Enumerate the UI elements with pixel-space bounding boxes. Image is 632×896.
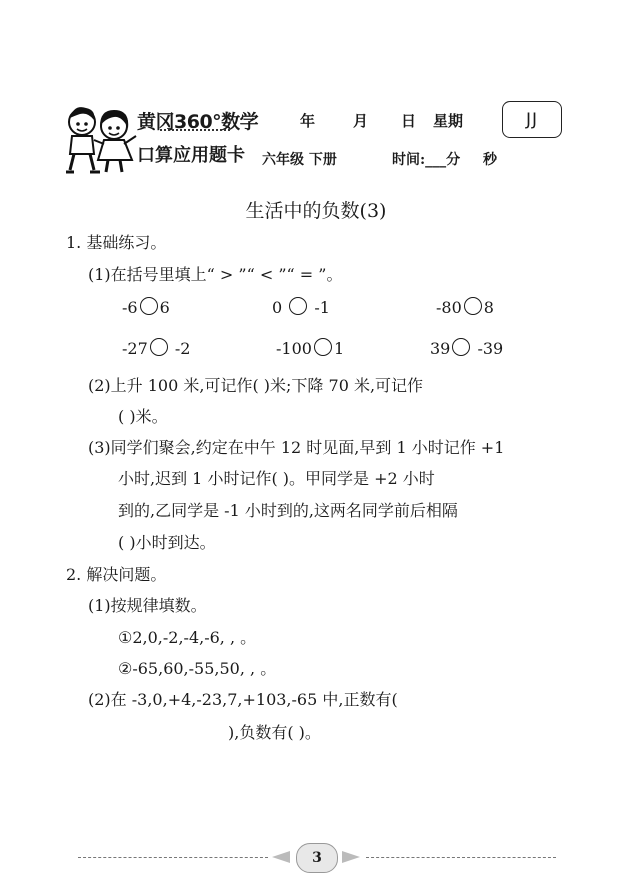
page-tab-left-arrow-icon — [272, 851, 290, 863]
compare-right: -39 — [477, 339, 504, 358]
page-number: 3 — [296, 843, 338, 873]
s2-q1-prompt: (1)按规律填数。 — [88, 596, 207, 615]
answer-circle[interactable] — [150, 338, 168, 356]
compare-item — [276, 338, 344, 358]
compare-left: -100 — [276, 339, 312, 358]
compare-left: 39 — [430, 339, 451, 358]
year-label: 年 — [300, 112, 316, 130]
brand-dotted-underline — [160, 129, 230, 131]
compare-right: -1 — [314, 298, 330, 317]
q3-line3: 到的,乙同学是 -1 小时到的,这两名同学前后相隔 — [118, 501, 458, 520]
compare-right: 8 — [483, 298, 494, 317]
compare-item — [122, 297, 170, 317]
answer-circle[interactable] — [464, 297, 482, 315]
time-label: 时间:___分 — [392, 152, 461, 168]
footer-divider-left — [78, 857, 268, 858]
q1-prompt: (1)在括号里填上“ > ”“ < ”“ = ”。 — [88, 265, 343, 284]
day-label: 日 — [401, 112, 417, 130]
kids-mascot-illustration — [62, 100, 140, 180]
compare-item — [436, 297, 494, 317]
month-label: 月 — [353, 112, 369, 130]
page-tab-right-arrow-icon — [342, 851, 360, 863]
seconds-label: 秒 — [483, 152, 497, 168]
sequence-1: ①2,0,-2,-4,-6, , 。 — [118, 628, 257, 647]
page-title: 生活中的负数(3) — [245, 200, 387, 222]
q2-line1: (2)上升 100 米,可记作( )米;下降 70 米,可记作 — [88, 376, 424, 395]
section2-heading: 2. 解决问题。 — [66, 565, 167, 584]
compare-left: 0 — [272, 298, 283, 317]
section1-heading: 1. 基础练习。 — [66, 233, 167, 252]
footer-divider-right — [366, 857, 556, 858]
compare-item — [272, 297, 330, 317]
compare-left: -6 — [122, 298, 138, 317]
answer-circle[interactable] — [289, 297, 307, 315]
compare-right: 1 — [333, 339, 345, 358]
compare-left: -80 — [436, 298, 462, 317]
sequence-2: ②-65,60,-55,50, , 。 — [118, 659, 277, 678]
edition-badge: JJ — [502, 101, 562, 138]
answer-circle[interactable] — [314, 338, 332, 356]
s2-q2-line1: (2)在 -3,0,+4,-23,7,+103,-65 中,正数有( — [88, 690, 398, 709]
q3-line2: 小时,迟到 1 小时记作( )。甲同学是 +2 小时 — [118, 469, 435, 488]
compare-left: -27 — [122, 339, 148, 358]
weekday-label: 星期 — [433, 112, 464, 130]
answer-circle[interactable] — [452, 338, 470, 356]
answer-circle[interactable] — [140, 297, 158, 315]
brand-title: 黄冈360°数学 — [137, 111, 259, 133]
compare-item — [122, 338, 190, 358]
s2-q2-line2: ),负数有( )。 — [228, 723, 321, 742]
q3-line1: (3)同学们聚会,约定在中午 12 时见面,早到 1 小时记作 +1 — [88, 438, 505, 457]
q3-line4: ( )小时到达。 — [118, 533, 216, 552]
compare-right: -2 — [174, 339, 191, 358]
grade-label: 六年级 下册 — [262, 152, 337, 168]
compare-right: 6 — [159, 298, 170, 317]
brand-subtitle: 口算应用题卡 — [137, 145, 245, 166]
compare-item — [430, 338, 503, 358]
q2-line2: ( )米。 — [118, 407, 168, 426]
